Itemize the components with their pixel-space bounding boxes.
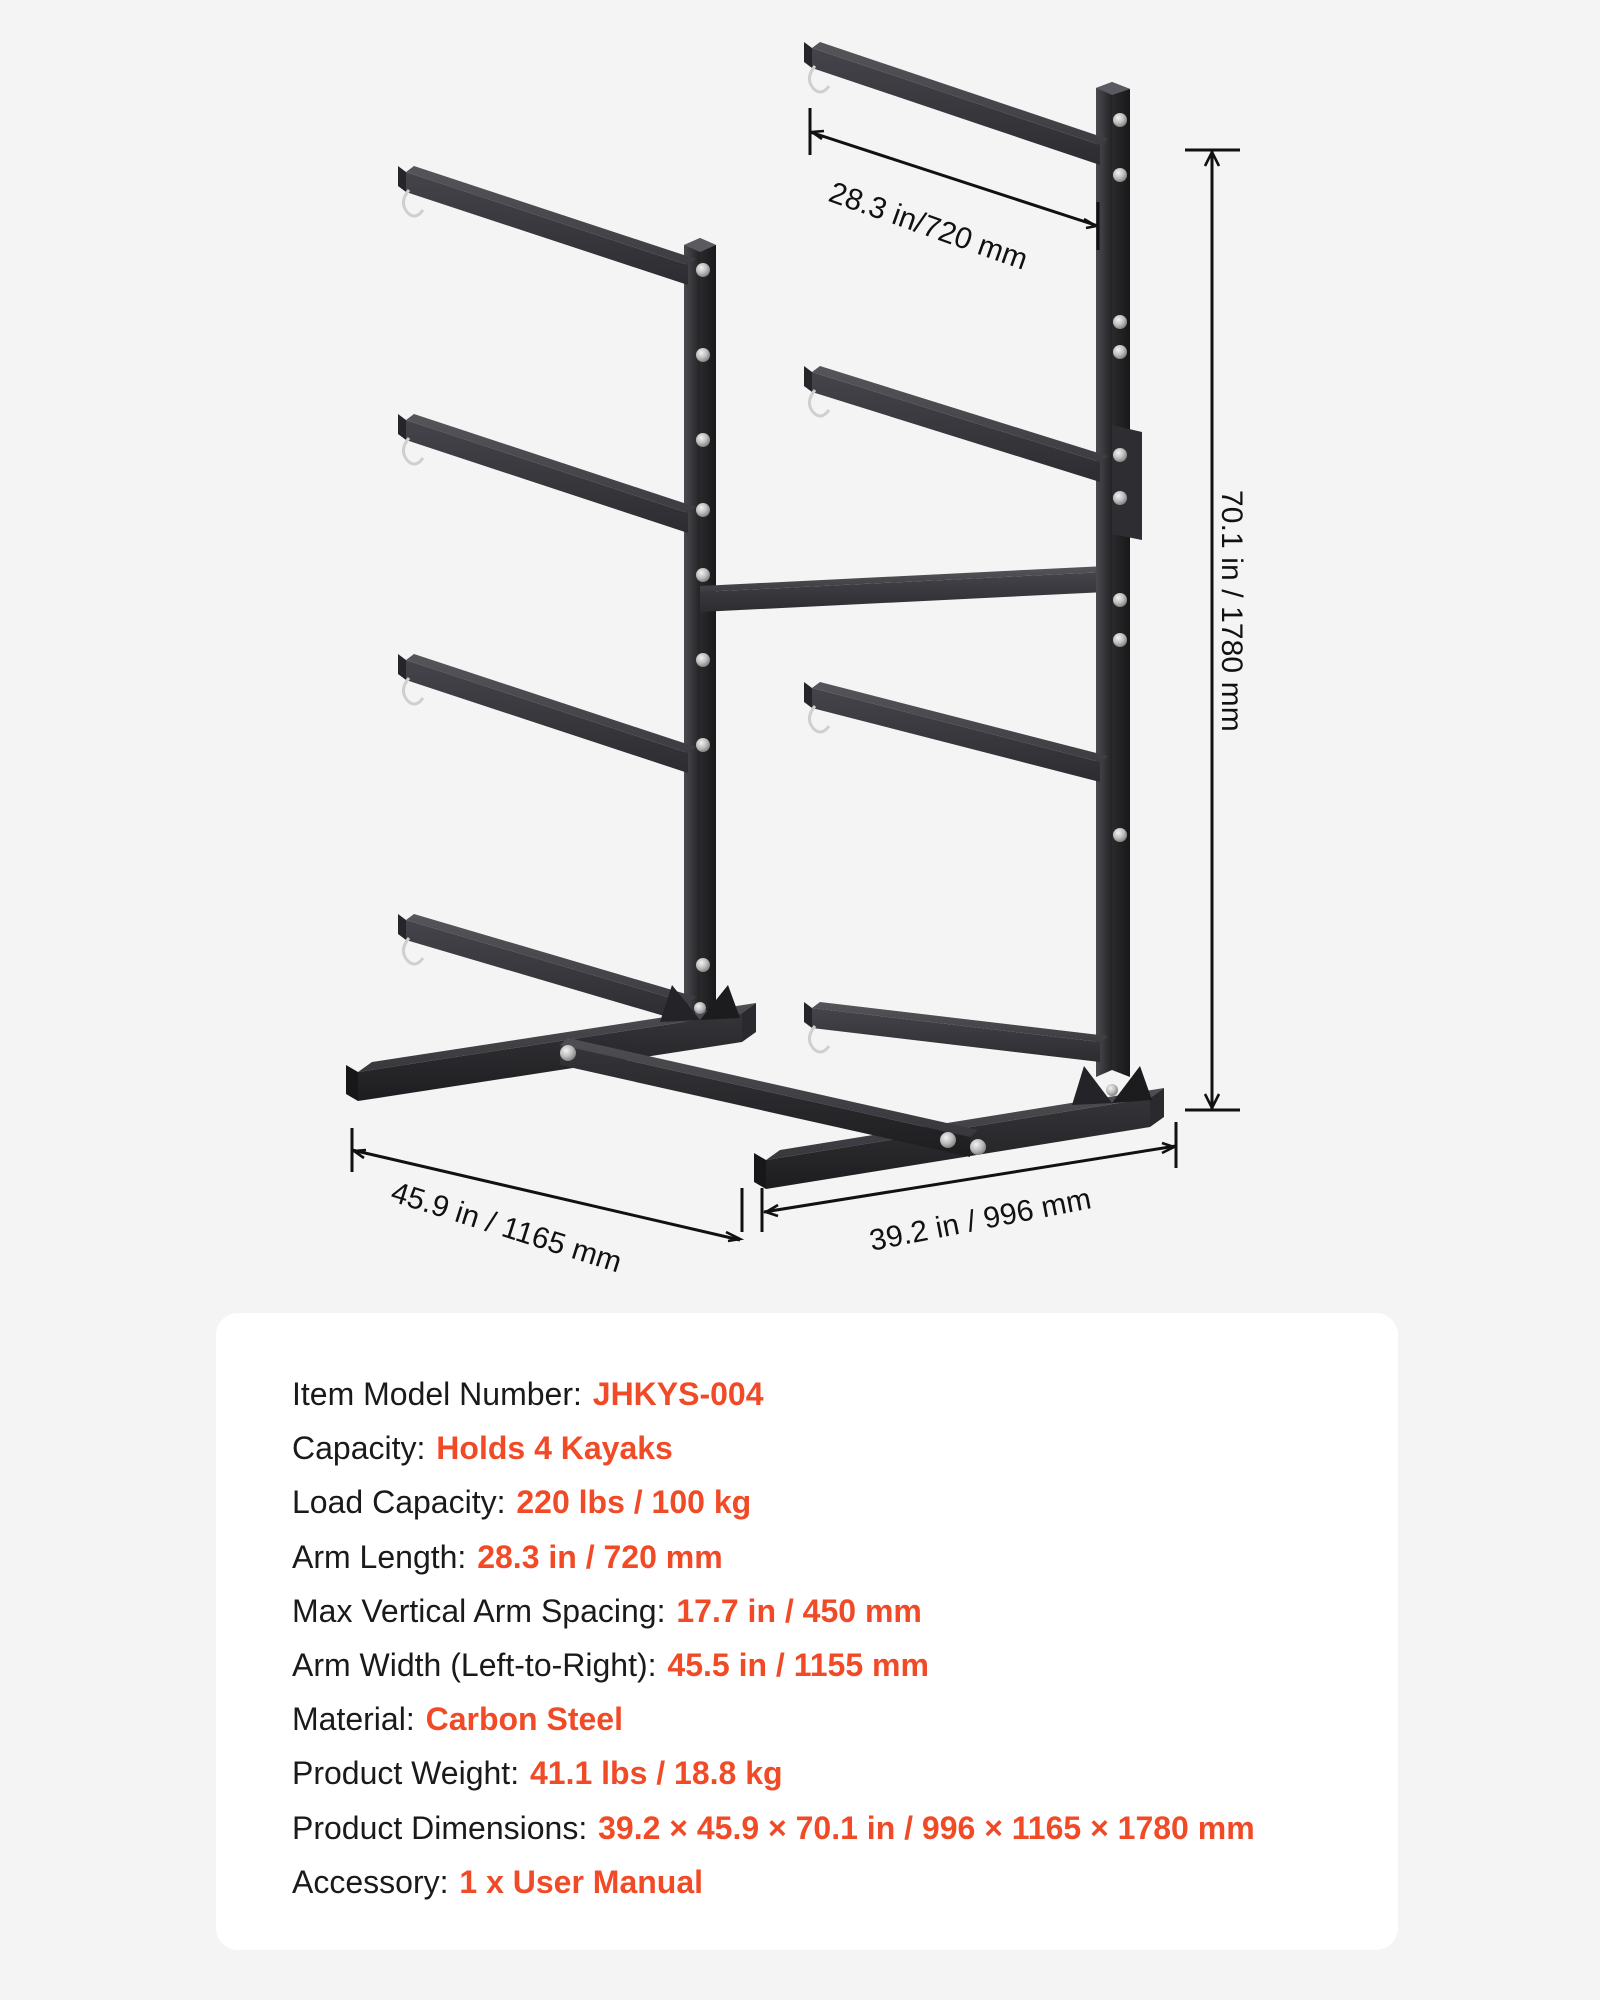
rear-arm-level-1 [398,166,696,285]
spec-value: Carbon Steel [425,1701,623,1738]
spec-row [292,1530,1398,1584]
rear-arm-level-3 [398,654,696,773]
spec-label: Load Capacity: [292,1484,506,1521]
spec-row [292,1475,1398,1529]
spec-value: 39.2 × 45.9 × 70.1 in / 996 × 1165 × 1780 mm [598,1809,1255,1846]
rear-arm-level-2 [398,414,696,533]
spec-value: 1 x User Manual [459,1863,704,1900]
spec-row [292,1692,1398,1746]
spec-label: Material: [292,1701,415,1738]
spec-label: Arm Length: [292,1538,467,1575]
spec-row [292,1421,1398,1475]
spec-row [292,1584,1398,1638]
base-connecting-rail [560,1038,986,1157]
spec-label: Arm Width (Left-to-Right): [292,1647,657,1684]
spec-row [292,1367,1398,1421]
spec-label: Item Model Number: [292,1376,582,1412]
spec-row [292,1801,1398,1855]
front-arm-level-3 [804,682,1108,782]
horizontal-connector-bar [700,566,1106,612]
front-arm-level-1 [804,42,1108,165]
specification-list [292,1367,1398,1909]
overall-height-dimension-label: 70.1 in / 1780 mm [1215,490,1248,732]
rear-arm-level-4 [398,914,696,1023]
spec-row [292,1746,1398,1800]
spec-label: Capacity: [292,1430,426,1467]
spec-row [292,1855,1398,1909]
spec-value: 220 lbs / 100 kg [516,1484,752,1521]
specification-card [216,1313,1398,1950]
spec-label: Accessory: [292,1863,449,1900]
front-arm-level-2 [804,366,1108,482]
spec-value: JHKYS-004 [592,1376,764,1412]
spec-value: Holds 4 Kayaks [436,1430,673,1467]
spec-label: Product Dimensions: [292,1809,588,1846]
spec-row [292,1638,1398,1692]
front-upright-post [1096,82,1142,1077]
spec-label: Product Weight: [292,1755,520,1792]
spec-value: 45.5 in / 1155 mm [667,1647,929,1684]
overall-width-dimension-label: 39.2 in / 996 mm [866,1182,1094,1258]
spec-value: 41.1 lbs / 18.8 kg [529,1755,783,1792]
spec-value: 28.3 in / 720 mm [477,1538,723,1575]
spec-label: Max Vertical Arm Spacing: [292,1592,666,1629]
spec-value: 17.7 in / 450 mm [676,1592,922,1629]
arm-length-dimension-label: 28.3 in/720 mm [824,175,1032,277]
front-arm-level-4 [804,1002,1108,1062]
overall-depth-dimension-label: 45.9 in / 1165 mm [387,1175,626,1280]
